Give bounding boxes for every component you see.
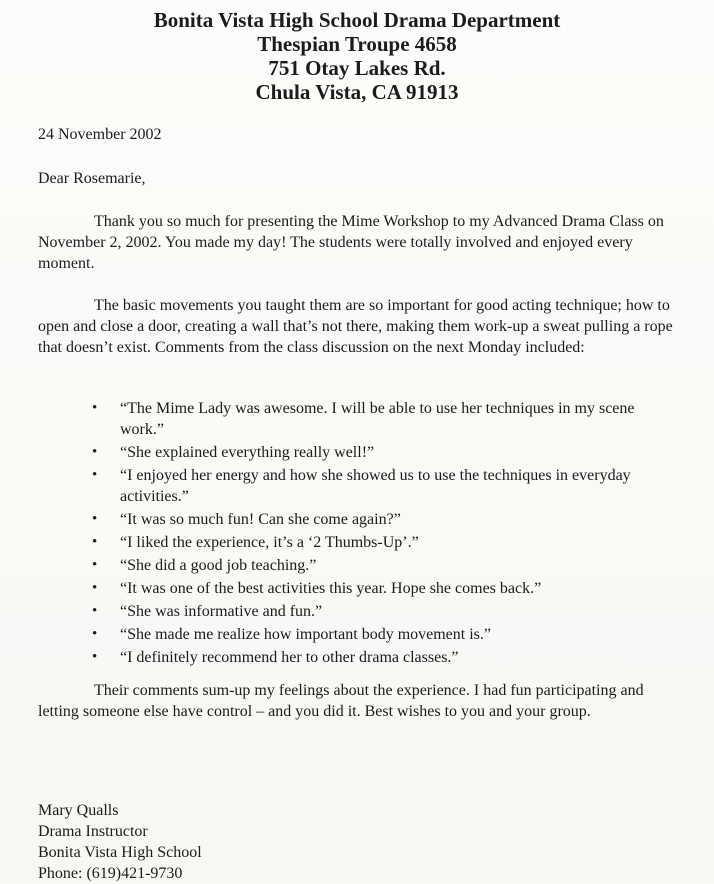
comment-text: “She was informative and fun.” <box>120 603 323 620</box>
list-item <box>88 509 668 530</box>
paragraph-closing: Their comments sum-up my feelings about the experience. I had fun participating and letting someone else have control – and you did it. Best wishes to you and your group. <box>38 682 644 720</box>
salutation: Dear Rosemarie, <box>38 170 146 187</box>
bullet-icon: • <box>92 649 98 665</box>
comment-text: “She did a good job teaching.” <box>120 557 317 574</box>
bullet-icon: • <box>92 467 98 483</box>
signature-school: Bonita Vista High School <box>38 844 202 861</box>
letterhead <box>0 8 714 104</box>
bullet-icon: • <box>92 444 98 460</box>
bullet-icon: • <box>92 580 98 596</box>
bullet-icon: • <box>92 511 98 527</box>
list-item <box>88 555 668 576</box>
letter-date: 24 November 2002 <box>38 126 162 143</box>
comment-text: “I definitely recommend her to other drama classes.” <box>120 649 459 666</box>
bullet-icon: • <box>92 534 98 550</box>
list-item <box>88 578 668 599</box>
signature-block <box>38 800 202 884</box>
list-item <box>88 532 668 553</box>
bullet-icon: • <box>92 557 98 573</box>
letterhead-city: Chula Vista, CA 91913 <box>255 80 459 104</box>
comment-text: “The Mime Lady was awesome. I will be able to use her techniques in my scene work.” <box>120 400 635 438</box>
letterhead-troupe: Thespian Troupe 4658 <box>257 32 457 56</box>
comments-list <box>88 398 668 670</box>
bullet-icon: • <box>92 626 98 642</box>
comment-text: “It was so much fun! Can she come again?” <box>120 511 401 528</box>
signature-title: Drama Instructor <box>38 823 148 840</box>
bullet-icon: • <box>92 400 98 416</box>
comment-text: “She made me realize how important body movement is.” <box>120 626 491 643</box>
list-item <box>88 442 668 463</box>
signature-name: Mary Qualls <box>38 802 119 819</box>
list-item <box>88 624 668 645</box>
paragraph-thanks: Thank you so much for presenting the Mime Workshop to my Advanced Drama Class on November 2, 2002. You made my day! The students were totally involved and enjoyed every moment. <box>38 213 664 272</box>
bullet-icon: • <box>92 603 98 619</box>
letterhead-school: Bonita Vista High School Drama Department <box>153 8 561 32</box>
comment-text: “She explained everything really well!” <box>120 444 375 461</box>
signature-phone: Phone: (619)421-9730 <box>38 865 183 882</box>
comment-text: “I enjoyed her energy and how she showed us to use the techniques in everyday activities.” <box>120 467 631 505</box>
list-item <box>88 601 668 622</box>
list-item <box>88 465 668 507</box>
list-item <box>88 398 668 440</box>
comment-text: “It was one of the best activities this year. Hope she comes back.” <box>120 580 542 597</box>
comment-text: “I liked the experience, it’s a ‘2 Thumbs-Up’.” <box>120 534 419 551</box>
letterhead-street: 751 Otay Lakes Rd. <box>268 56 446 80</box>
paragraph-movements: The basic movements you taught them are so important for good acting technique; how to open and close a door, creating a wall that’s not there, making them work-up a sweat pulling a rope that doesn’t exist. Comments from the class discussion on the next Monday included: <box>38 297 673 356</box>
list-item <box>88 647 668 668</box>
